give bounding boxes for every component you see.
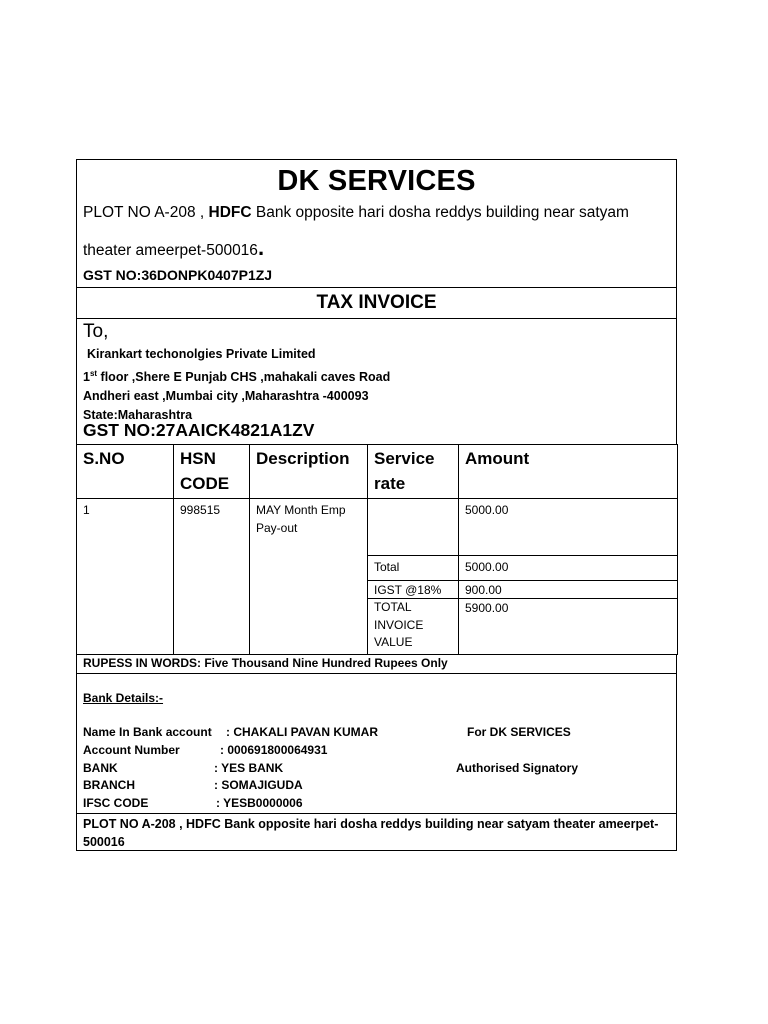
bank-row-branch: [83, 778, 303, 792]
bank-row-ifsc: [83, 796, 303, 810]
company-name: DK SERVICES: [277, 165, 476, 197]
footer-address: PLOT NO A-208 , HDFC Bank opposite hari dosha reddys building near satyam theater ameerpet-500016: [76, 814, 677, 851]
bank-details: [76, 674, 677, 814]
invoice-document: [76, 159, 677, 851]
address-prefix: PLOT NO A-208 ,: [83, 204, 209, 221]
header-rate: Service rate: [368, 445, 459, 499]
recipient-gst: GST NO:27AAICK4821A1ZV: [83, 420, 315, 440]
bank-row-name: [83, 725, 378, 739]
authorised-signatory: Authorised Signatory: [456, 760, 579, 775]
company-address: [77, 195, 676, 268]
igst-value: 900.00: [459, 581, 678, 599]
for-company: For DK SERVICES: [467, 724, 571, 739]
items-table: [76, 444, 678, 655]
recipient-line1-rest: floor ,Shere E Punjab CHS ,mahakali caves Road: [97, 370, 391, 385]
cell-hsn: 998515: [174, 499, 250, 655]
rupees-in-words: RUPESS IN WORDS: Five Thousand Nine Hundred Rupees Only: [76, 655, 677, 674]
total-value: 5000.00: [459, 556, 678, 581]
bank-value: : YESB0000006: [216, 795, 303, 810]
bank-value: : SOMAJIGUDA: [214, 777, 303, 792]
recipient-block: [76, 318, 677, 444]
recipient-address: [83, 345, 390, 425]
recipient-line1-num: 1: [83, 370, 90, 385]
cell-sno: 1: [77, 499, 174, 655]
header-hsn: HSN CODE: [174, 445, 250, 499]
bank-label: Account Number: [83, 742, 180, 757]
bank-details-title: Bank Details:-: [83, 690, 164, 705]
grand-total-label: TOTAL INVOICE VALUE: [368, 599, 459, 655]
header-amount: Amount: [459, 445, 678, 499]
bank-label: BRANCH: [83, 777, 135, 792]
address-dot: .: [257, 235, 265, 260]
cell-description: MAY Month Emp Pay-out: [250, 499, 368, 655]
bank-label: BANK: [83, 760, 118, 775]
igst-label: IGST @18%: [368, 581, 459, 599]
bank-label: Name In Bank account: [83, 724, 212, 739]
header-sno: S.NO: [77, 445, 174, 499]
address-rest: Bank opposite hari dosha reddys building near satyam theater ameerpet-500016: [83, 204, 629, 259]
recipient-line1-sup: st: [89, 369, 98, 378]
doc-title: TAX INVOICE: [76, 287, 677, 318]
bank-row-bank: [83, 761, 283, 775]
cell-rate: [368, 499, 459, 556]
header-description: Description: [250, 445, 368, 499]
recipient-state: State:Maharashtra: [83, 408, 193, 423]
bank-label: IFSC CODE: [83, 795, 149, 810]
to-label: To,: [83, 321, 109, 342]
grand-total-value: 5900.00: [459, 599, 678, 655]
bank-value: : CHAKALI PAVAN KUMAR: [226, 724, 378, 739]
recipient-line2: Andheri east ,Mumbai city ,Maharashtra -400093: [83, 389, 369, 404]
recipient-name: Kirankart techonolgies Private Limited: [87, 347, 316, 361]
bank-value: : 000691800064931: [220, 742, 328, 757]
invoice-header: [76, 159, 677, 287]
bank-value: : YES BANK: [214, 760, 284, 775]
address-bold: HDFC: [208, 204, 252, 221]
company-gst: GST NO:36DONPK0407P1ZJ: [83, 267, 273, 283]
cell-amount: 5000.00: [459, 499, 678, 556]
bank-row-account: [83, 743, 327, 757]
recipient-line1: [83, 364, 390, 387]
table-row: [77, 499, 678, 556]
table-header-row: [77, 445, 678, 499]
total-label: Total: [368, 556, 459, 581]
